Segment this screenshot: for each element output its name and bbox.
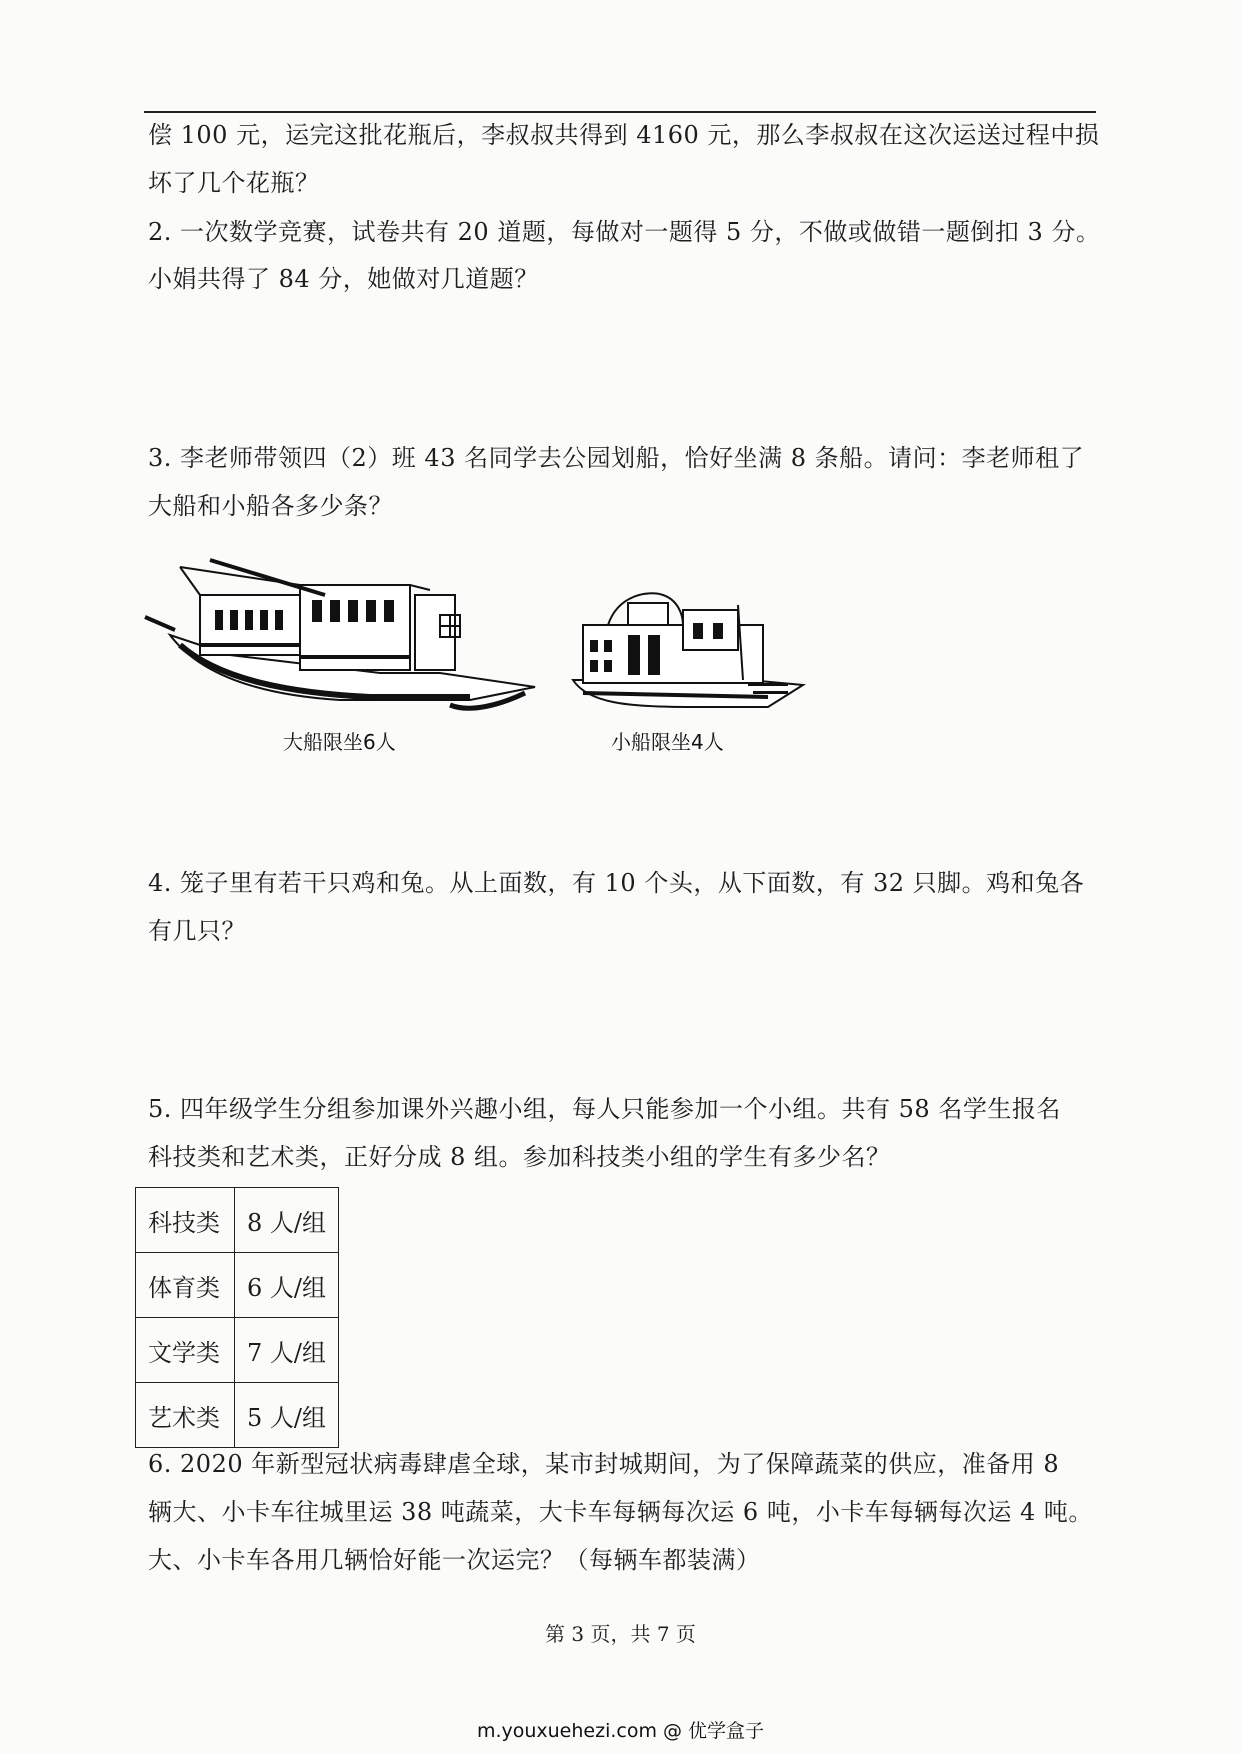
continued-question-line: 坏了几个花瓶？ <box>148 169 320 197</box>
group-size-cell: 6 人/组 <box>235 1253 339 1318</box>
table-row <box>136 1383 339 1448</box>
table-row <box>136 1188 339 1253</box>
group-name-cell: 文学类 <box>136 1318 235 1383</box>
header-rule <box>144 111 1096 113</box>
big-boat-caption: 大船限坐6人 <box>283 730 396 754</box>
question-5-line: 5. 四年级学生分组参加课外兴趣小组，每人只能参加一个小组。共有 58 名学生报名 <box>148 1095 1061 1123</box>
question-6-line: 6. 2020 年新型冠状病毒肆虐全球，某市封城期间，为了保障蔬菜的供应，准备用 8 <box>148 1450 1060 1478</box>
question-2-line: 小娟共得了 84 分，她做对几道题？ <box>148 265 539 293</box>
group-size-cell: 8 人/组 <box>235 1188 339 1253</box>
group-name-cell: 体育类 <box>136 1253 235 1318</box>
continued-question-line: 偿 100 元，运完这批花瓶后，李叔叔共得到 4160 元，那么李叔叔在这次运送过程中损 <box>148 121 1100 149</box>
question-4-line: 4. 笼子里有若干只鸡和兔。从上面数，有 10 个头，从下面数，有 32 只脚。鸡和兔各 <box>148 869 1085 897</box>
question-6-line: 辆大、小卡车往城里运 38 吨蔬菜，大卡车每辆每次运 6 吨，小卡车每辆每次运 4 吨。 <box>148 1498 1093 1526</box>
group-name-cell: 艺术类 <box>136 1383 235 1448</box>
question-2-line: 2. 一次数学竞赛，试卷共有 20 道题，每做对一题得 5 分，不做或做错一题倒扣 3 分。 <box>148 218 1101 246</box>
page-number-footer: 第 3 页，共 7 页 <box>545 1622 696 1646</box>
question-5-line: 科技类和艺术类，正好分成 8 组。参加科技类小组的学生有多少名？ <box>148 1143 891 1171</box>
question-3-line: 大船和小船各多少条？ <box>148 492 393 520</box>
watermark: m.youxuehezi.com @ 优学盒子 <box>476 1720 765 1742</box>
question-3-line: 3. 李老师带领四（2）班 43 名同学去公园划船，恰好坐满 8 条船。请问：李老师租了 <box>148 444 1085 472</box>
small-boat-caption: 小船限坐4人 <box>611 730 724 754</box>
table-row <box>136 1318 339 1383</box>
big-boat-image <box>140 555 540 729</box>
question-4-line: 有几只？ <box>148 917 246 945</box>
group-size-cell: 5 人/组 <box>235 1383 339 1448</box>
question-6-line: 大、小卡车各用几辆恰好能一次运完？（每辆车都装满） <box>148 1546 761 1574</box>
small-boat-image <box>568 585 808 719</box>
interest-groups-table <box>135 1187 339 1448</box>
group-size-cell: 7 人/组 <box>235 1318 339 1383</box>
table-row <box>136 1253 339 1318</box>
group-name-cell: 科技类 <box>136 1188 235 1253</box>
